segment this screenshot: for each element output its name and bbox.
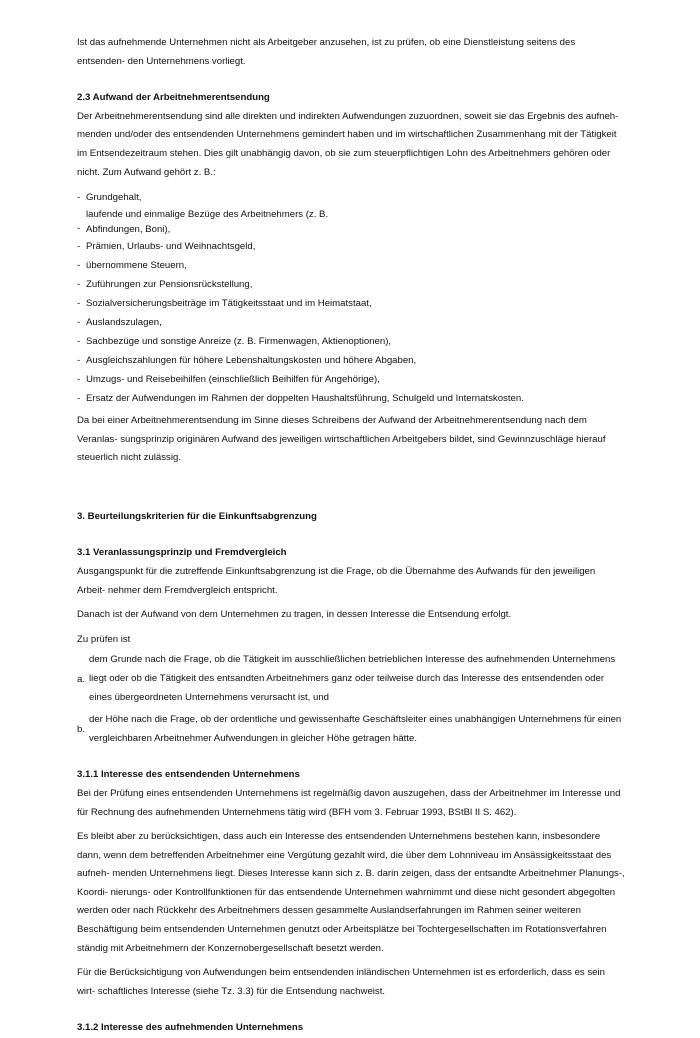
criteria-list bbox=[77, 651, 625, 748]
list-item: - Sachbezüge und sonstige Anreize (z. B. Firmenwagen, Aktienoptionen), bbox=[77, 336, 392, 348]
list-item: - Sozialversicherungsbeiträge im Tätigkeitsstaat und im Heimatstaat, bbox=[77, 298, 372, 310]
list-marker: - bbox=[77, 355, 81, 367]
section-3-1-paragraph-2: Danach ist der Aufwand von dem Unternehmen zu tragen, in dessen Interesse die Entsendung erfolgt. bbox=[77, 609, 512, 621]
list-marker: - bbox=[77, 241, 81, 253]
list-item: - Ausgleichszahlungen für höhere Lebenshaltungskosten und höhere Abgaben, bbox=[77, 355, 417, 367]
list-marker: - bbox=[77, 374, 81, 386]
section-3-1-1-paragraph-3: Für die Berücksichtigung von Aufwendungen beim entsendenden inländischen Unternehmen ist es erforderlich, dass es sein wirt- schaftliches Interesse (siehe Tz. 3.3) für die Entsendung nachweist. bbox=[77, 967, 605, 997]
list-item: - Grundgehalt, bbox=[77, 191, 142, 203]
expense-list bbox=[77, 188, 625, 408]
section-3-1-paragraph-3: Zu prüfen ist bbox=[77, 633, 131, 645]
section-3-1-1-heading: 3.1.1 Interesse des entsendenden Unternehmens bbox=[77, 769, 300, 781]
section-3-1-2-heading: 3.1.2 Interesse des aufnehmenden Unternehmens bbox=[77, 1022, 304, 1034]
list-marker: - bbox=[77, 317, 81, 329]
list-item: a. dem Grunde nach die Frage, ob die Tätigkeit im ausschließlichen betrieblichen Interesse des aufnehmenden Unternehmens liegt oder ob die Tätigkeit des entsandten Arbeitnehmers ganz oder teilweise durch das Interesse des entsendenden oder eines übergeordneten Unternehmens verursacht ist, und bbox=[77, 654, 616, 703]
list-marker: - bbox=[77, 279, 81, 291]
section-3-heading: 3. Beurteilungskriterien für die Einkunftsabgrenzung bbox=[77, 510, 317, 522]
section-3-1-paragraph-1: Ausgangspunkt für die zutreffende Einkunftsabgrenzung ist die Frage, ob die Übernahme des Aufwands für den jeweiligen Arbeit- nehmer dem Fremdvergleich entspricht. bbox=[77, 565, 596, 596]
list-marker: - bbox=[77, 260, 81, 272]
list-marker: b. bbox=[77, 724, 86, 736]
section-3-1-heading: 3.1 Veranlassungsprinzip und Fremdvergleich bbox=[77, 547, 287, 559]
list-item: - Auslandszulagen, bbox=[77, 317, 162, 329]
list-item: - Prämien, Urlaubs- und Weihnachtsgeld, bbox=[77, 241, 256, 253]
section-3-1-1-paragraph-1: Bei der Prüfung eines entsendenden Unternehmens ist regelmäßig davon auszugehen, dass der Arbeitnehmer im Interesse und für Rechnung des aufnehmenden Unternehmens tätig wird (BFH vom 3. Februar 1993, BStBl II S. 462). bbox=[77, 787, 621, 818]
section-3-1-1-paragraph-2: Es bleibt aber zu berücksichtigen, dass auch ein Interesse des entsendenden Unternehmens bestehen kann, insbesondere dann, wenn dem betreffenden Arbeitnehmer eine Vergütung gezahlt wird, die über dem Lohnniveau im Ansässigkeitsstaat des aufneh- menden Unternehmens liegt. Dieses Interesse kann sich z. B. darin zeigen, dass der entsandte Arbeitnehmer Planungs-, Koordi- nierungs- oder Kontrollfunktionen für das entsendende Unternehmen wahrnimmt und diese nicht gesondert abgegolten werden oder nach Rückkehr des Arbeitnehmers dessen gesammelte Auslandserfahrungen im Rahmen seiner weiteren Beschäftigung beim entsendenden Unternehmen genutzt oder Arbeitsplätze bei Tochtergesellschaften im Rotationsverfahren ständig mit Arbeitnehmern der Konzernobergesellschaft besetzt werden. bbox=[77, 831, 625, 954]
list-marker: - bbox=[77, 223, 81, 235]
list-item: - Ersatz der Aufwendungen im Rahmen der doppelten Haushaltsführung, Schulgeld und Internatskosten. bbox=[77, 393, 524, 405]
list-marker: - bbox=[77, 298, 81, 310]
list-marker: a. bbox=[77, 673, 86, 685]
section-2-3-paragraph-1: Der Arbeitnehmerentsendung sind alle direkten und indirekten Aufwendungen zuzuordnen, soweit sie das Ergebnis des aufneh- menden und/oder des entsendenden Unternehmens gemindert haben und im wirtschaftlichen Zusammenhang mit der Tätigkeit im Entsendezeitraum stehen. Dies gilt unabhängig davon, ob sie zum steuerpflichtigen Lohn des Arbeitnehmers gehören oder nicht. Zum Aufwand gehört z. B.: bbox=[77, 110, 619, 178]
list-item: - Umzugs- und Reisebeihilfen (einschließlich Beihilfen für Angehörige), bbox=[77, 374, 380, 386]
document-page bbox=[77, 34, 625, 1038]
list-item: - übernommene Steuern, bbox=[77, 260, 187, 272]
list-marker: - bbox=[77, 191, 81, 203]
intro-paragraph: Ist das aufnehmende Unternehmen nicht als Arbeitgeber anzusehen, ist zu prüfen, ob eine Dienstleistung seitens des entsenden- den Unternehmens vorliegt. bbox=[77, 37, 576, 67]
section-2-3-paragraph-2: Da bei einer Arbeitnehmerentsendung im Sinne dieses Schreibens der Aufwand der Arbeitnehmerentsendung nach dem Veranlas- sungsprinzip originären Aufwand des jeweiligen wirtschaftlichen Arbeitgebers bildet, sind Gewinnzuschläge hierauf steuerlich nicht zulässig. bbox=[77, 415, 606, 464]
list-item: - Zuführungen zur Pensionsrückstellung, bbox=[77, 279, 253, 291]
list-item: - laufende und einmalige Bezüge des Arbeitnehmers (z. B. Abfindungen, Boni), bbox=[77, 209, 329, 236]
section-2-3-heading: 2.3 Aufwand der Arbeitnehmerentsendung bbox=[77, 92, 270, 104]
list-item: b. der Höhe nach die Frage, ob der ordentliche und gewissenhafte Geschäftsleiter eines unabhängigen Unternehmens für einen vergleichbaren Arbeitnehmer Aufwendungen in gleicher Höhe getragen hätte. bbox=[77, 714, 622, 744]
list-marker: - bbox=[77, 393, 81, 405]
list-marker: - bbox=[77, 336, 81, 348]
